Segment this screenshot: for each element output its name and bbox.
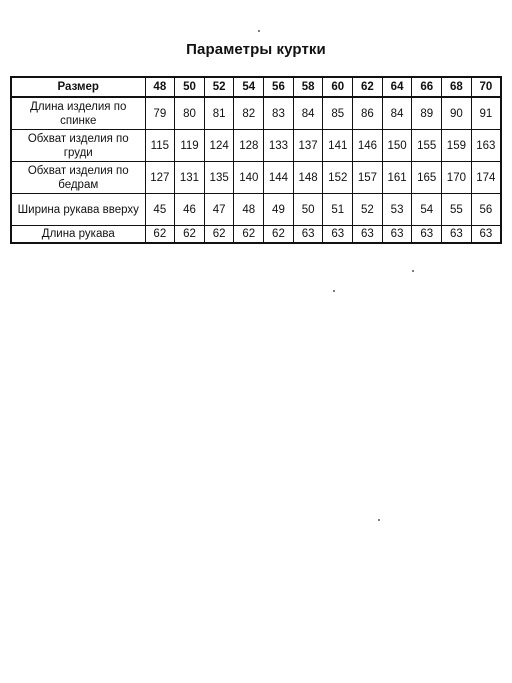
scan-speck	[412, 270, 414, 272]
table-row	[11, 162, 501, 194]
table-cell: 91	[471, 97, 501, 130]
table-header-row	[11, 77, 501, 97]
table-cell: 63	[353, 226, 383, 244]
table-cell: 63	[293, 226, 323, 244]
table-cell: 80	[175, 97, 205, 130]
table-row	[11, 97, 501, 130]
table-cell: 163	[471, 130, 501, 162]
table-cell: 79	[145, 97, 175, 130]
row-label: Длина изделия по спинке	[11, 97, 145, 130]
table-cell: 48	[234, 194, 264, 226]
table-cell: 55	[442, 194, 472, 226]
table-cell: 50	[293, 194, 323, 226]
table-cell: 56	[471, 194, 501, 226]
table-cell: 49	[264, 194, 294, 226]
table-cell: 127	[145, 162, 175, 194]
size-header-cell: 52	[204, 77, 234, 97]
table-cell: 63	[323, 226, 353, 244]
table-row	[11, 194, 501, 226]
table-cell: 119	[175, 130, 205, 162]
table-cell: 131	[175, 162, 205, 194]
table-row	[11, 226, 501, 244]
table-cell: 157	[353, 162, 383, 194]
table-cell: 82	[234, 97, 264, 130]
table-cell: 152	[323, 162, 353, 194]
table-cell: 84	[382, 97, 412, 130]
size-header-cell: 64	[382, 77, 412, 97]
table-cell: 63	[471, 226, 501, 244]
table-cell: 62	[204, 226, 234, 244]
table-cell: 128	[234, 130, 264, 162]
size-header-cell: 48	[145, 77, 175, 97]
table-cell: 46	[175, 194, 205, 226]
table-row	[11, 130, 501, 162]
table-cell: 85	[323, 97, 353, 130]
table-cell: 89	[412, 97, 442, 130]
table-cell: 47	[204, 194, 234, 226]
size-header-cell: 70	[471, 77, 501, 97]
table-cell: 124	[204, 130, 234, 162]
table-cell: 148	[293, 162, 323, 194]
document-title: Параметры куртки	[186, 41, 326, 58]
size-header-cell: 56	[264, 77, 294, 97]
table-cell: 115	[145, 130, 175, 162]
scan-speck	[333, 290, 335, 292]
table-cell: 135	[204, 162, 234, 194]
table-cell: 84	[293, 97, 323, 130]
scan-speck	[258, 30, 260, 32]
row-label: Обхват изделия по груди	[11, 130, 145, 162]
table-cell: 83	[264, 97, 294, 130]
size-header-cell: 58	[293, 77, 323, 97]
size-header-cell: 54	[234, 77, 264, 97]
table-cell: 62	[145, 226, 175, 244]
table-cell: 174	[471, 162, 501, 194]
table-cell: 86	[353, 97, 383, 130]
size-header-cell: 66	[412, 77, 442, 97]
table-cell: 137	[293, 130, 323, 162]
table-cell: 141	[323, 130, 353, 162]
table-cell: 63	[442, 226, 472, 244]
table-cell: 140	[234, 162, 264, 194]
table-cell: 150	[382, 130, 412, 162]
table-cell: 62	[264, 226, 294, 244]
table-cell: 51	[323, 194, 353, 226]
table-cell: 161	[382, 162, 412, 194]
scan-speck	[378, 519, 380, 521]
table-cell: 54	[412, 194, 442, 226]
table-cell: 81	[204, 97, 234, 130]
table-cell: 146	[353, 130, 383, 162]
size-header-cell: 68	[442, 77, 472, 97]
table-cell: 155	[412, 130, 442, 162]
row-label: Обхват изделия по бедрам	[11, 162, 145, 194]
size-header-label: Размер	[11, 77, 145, 97]
table-cell: 62	[175, 226, 205, 244]
row-label: Длина рукава	[11, 226, 145, 244]
size-header-cell: 60	[323, 77, 353, 97]
table-cell: 165	[412, 162, 442, 194]
table-cell: 45	[145, 194, 175, 226]
table-cell: 170	[442, 162, 472, 194]
size-header-cell: 50	[175, 77, 205, 97]
table-cell: 144	[264, 162, 294, 194]
table-cell: 159	[442, 130, 472, 162]
table-cell: 63	[412, 226, 442, 244]
table-cell: 52	[353, 194, 383, 226]
table-cell: 90	[442, 97, 472, 130]
table-cell: 62	[234, 226, 264, 244]
size-header-cell: 62	[353, 77, 383, 97]
row-label: Ширина рукава вверху	[11, 194, 145, 226]
table-cell: 133	[264, 130, 294, 162]
table-cell: 63	[382, 226, 412, 244]
jacket-size-table	[10, 76, 502, 244]
table-cell: 53	[382, 194, 412, 226]
